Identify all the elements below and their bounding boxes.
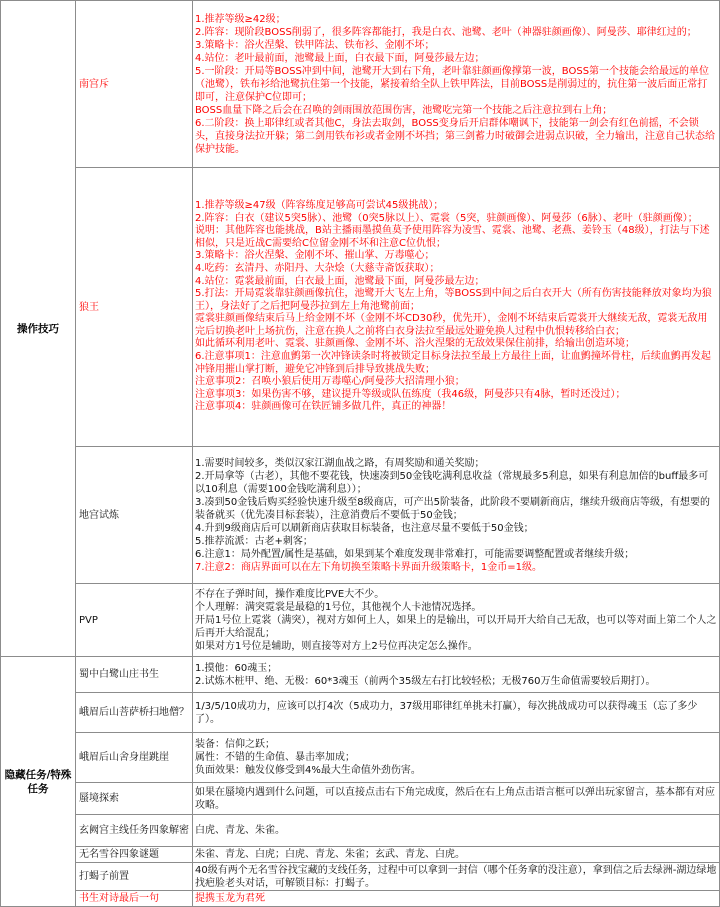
row-hidden-3: [1, 783, 720, 815]
text-line: 6.注意事项1：注意血鹯第一次冲锋读条时将被锁定目标身法拉至最上方最往上面，让血鹯撞坏骨柱，后续血鹯再发起冲锋用摧山掌打断，避免它冲锋到后排导致挑战失败；: [195, 351, 711, 375]
text-line: 7.注意2：商店界面可以在左下角切换至策略卡界面升级策略卡，1金币=1级。: [195, 561, 543, 573]
row-content: [193, 733, 720, 783]
text-line: 白虎、青龙、朱雀。: [195, 825, 285, 836]
text-line: 2.试炼木桩甲、绝、无极：60*3魂玉（前两个35级左右打比较轻松；无极760万生命值需要较后期打）。: [195, 675, 656, 687]
row-content: [193, 693, 720, 733]
text-line: 注意事项2：召唤小狼后使用万毒噬心/阿曼莎大招清理小狼；: [195, 376, 465, 388]
row-hidden-0: [1, 657, 720, 693]
text-line: 个人理解：满突霓裳是最稳的1号位，其他视个人卡池情况选择。: [195, 601, 482, 613]
text-line: 1.需要时间较多，类似汉家江湖血战之路，有周奖励和通关奖励；: [195, 457, 485, 469]
row-hidden-6: [1, 863, 720, 891]
text-line: 4.站位：老叶最前面，池鹭最上面，白衣最下面，阿曼莎最左边；: [195, 52, 485, 64]
row-title: 打蝎子前置: [76, 863, 193, 891]
row-langwang: [1, 168, 720, 447]
text-line: 1.推荐等级≥42级；: [195, 13, 286, 25]
row-title-langwang: 狼王: [76, 168, 193, 447]
row-title: 玄阙宫主线任务四象解密: [76, 815, 193, 847]
row-hidden-5: [1, 847, 720, 863]
row-title: 峨眉后山菩萨桥扫地僧？: [76, 693, 193, 733]
text-line: 如果在蜃境内遇到什么问题，可以直接点击右下角完成度，然后在右上角点击语言框可以弹出玩家留言，基本都有对应攻略。: [195, 786, 715, 811]
text-line: 如此循环利用老叶、霓裳、驻颜画像、金刚不坏、浴火涅槃的无敌效果保住前排，给输出创造环境；: [195, 338, 635, 350]
text-line: 2.开局拿等（古老），其他不要花钱，快速凑到50金钱吃满利息收益（常规最多5利息，如果有利息加倍的buff最多可以10利息（需要100金钱吃满利息））；: [195, 470, 709, 495]
row-content-langwang: [193, 168, 720, 447]
text-line: 5.一阶段：开局等BOSS冲到中间，池鹭开大到右下角，老叶靠驻颜画像撑第一波，BOSS第一个技能会给最远的单位（池鹭），铁布衫给池鹭抗住第一个技能，紧接着给全队上铁甲阵法，目前BOSS是削弱过的，抗住第一波后面正常打即可，注意保护C位即可；: [195, 65, 710, 103]
row-content: [193, 783, 720, 815]
text-line: 3.凑到50金钱后购买经验快速升级至8级商店，可产出5阶装备，此阶段不要刷新商店，继续升级商店等级，有想要的装备就买（优先凑目标套装），注意消费后不要低于50金钱；: [195, 496, 710, 521]
text-line: 装备：信仰之跃；: [195, 739, 275, 750]
row-hidden-7: [1, 891, 720, 907]
row-title: 蜃境探索: [76, 783, 193, 815]
text-line: 2.阵容：现阶段BOSS削弱了，很多阵容都能打，我是白衣、池鹭、老叶（神器驻颜画像）、阿曼莎、耶律红过的；: [195, 26, 697, 38]
row-content-shilian: [193, 447, 720, 584]
text-line: BOSS血量下降之后会在召唤的剑雨围放范围伤害，池鹭吃完第一个技能之后注意拉到右上角；: [195, 104, 613, 116]
text-line: 1.推荐等级≥47级（阵容练度足够高可尝试45级挑战）；: [195, 199, 444, 211]
row-hidden-4: [1, 815, 720, 847]
row-hidden-2: [1, 733, 720, 783]
row-title-shilian: 地宫试炼: [76, 447, 193, 584]
row-title: 蜀中白鹭山庄书生: [76, 657, 193, 693]
text-line: 5.打法：开局霓裳靠驻颜画像抗住，池鹭开大飞左上角，等BOSS到中间之后白衣开大（所有伤害技能释放对象均为狼王），身法好了之后把阿曼莎拉到左上角池鹭前面；: [195, 288, 712, 312]
row-content: [193, 847, 720, 863]
text-line: 3.策略卡：浴火涅槃、铁甲阵法、铁布衫、金刚不坏；: [195, 39, 435, 51]
text-line: 5.推荐流派：古老+刺客；: [195, 535, 313, 547]
row-shilian: [1, 447, 720, 584]
row-content: [193, 815, 720, 847]
text-line: 不存在子弹时间，操作难度比PVE大不少。: [195, 588, 385, 600]
row-hidden-1: [1, 693, 720, 733]
text-line: 注意事项4：驻颜画像可在铁匠铺多做几件，真正的神器！: [195, 401, 452, 413]
text-line: 提携玉龙为君死: [195, 893, 265, 904]
text-line: 6.注意1：局外配置/属性是基础，如果到某个难度发现非常难打，可能需要调整配置或者继续升级；: [195, 548, 635, 560]
text-line: 霓裳驻颜画像结束后马上给金刚不坏（金刚不坏CD30秒，优先开），金刚不坏结束后霓裳开大继续无敌，霓裳无敌用完后切换老叶上场抗伤，注意在换人之前将白衣身法拉至最远处避免换人过程中仇恨转移给白衣；: [195, 313, 708, 337]
row-nangong: [1, 1, 720, 168]
text-line: 40级有两个无名雪谷找宝藏的支线任务，过程中可以拿到一封信（哪个任务拿的没注意），拿到信之后去绿洲-湖边绿地找疤脸老头对话，可解锁目标：打蝎子。: [195, 864, 717, 889]
text-line: 属性：不错的生命值、暴击率加成；: [195, 752, 355, 763]
row-title: 峨眉后山舍身崖跳崖: [76, 733, 193, 783]
text-line: 6.二阶段：换上耶律红或者其他C，身法去取剑，BOSS变身后开启群体嘲讽下，技能第一剑会有红色前摇，不会锁头，直接身法拉开躲；第二剑用铁布衫或者金刚不坏挡；第三剑蓄力时破御会进弱点识破，全力输出，注意自己状态给保护技能。: [195, 117, 715, 155]
text-line: 4.站位：霓裳最前面，白衣最上面，池鹭最下面，阿曼莎最左边；: [195, 275, 485, 287]
row-content: [193, 657, 720, 693]
row-content: [193, 863, 720, 891]
text-line: 4.吃药：玄清丹、赤阳丹、大杂烩（大慈寺斋饭获取）；: [195, 262, 440, 274]
text-line: 负面效果：触发仪修受到4%最大生命值外劲伤害。: [195, 765, 421, 776]
row-content-pvp: [193, 584, 720, 657]
text-line: 开局1号位上霓裳（满突），视对方如何上人，如果上的是输出，可以开局开大给自己无敌，也可以等对面上第二个人之后再开大给混乱；: [195, 614, 717, 639]
text-line: 1/3/5/10成功力，应该可以打4次（5成功力，37级用耶律红单挑未打赢），每次挑战成功可以获得魂玉（忘了多少了）。: [195, 700, 698, 725]
row-title-pvp: PVP: [76, 584, 193, 657]
text-line: 朱雀、青龙、白虎；白虎、青龙、朱雀；玄武、青龙、白虎。: [195, 849, 465, 860]
row-title-nangong: 南宫斥: [76, 1, 193, 168]
text-line: 3.策略卡：浴火涅槃、金刚不坏、摧山掌、万毒噬心；: [195, 250, 435, 262]
row-title: 书生对诗最后一句: [76, 891, 193, 907]
section-skills: 操作技巧: [1, 1, 76, 657]
text-line: 说明：其他阵容也能挑战，B站主播雨墨摸鱼莫予使用阵容为凌雪、霓裳、池鹭、老燕、姜铃玉（48级），打法与下述相似，只是近战C需要给C位留金刚不坏和注意C位仇恨；: [195, 225, 710, 249]
text-line: 如果对方1号位是辅助，则直接等对方上2号位再决定怎么操作。: [195, 640, 478, 652]
row-pvp: [1, 584, 720, 657]
text-line: 注意事项3：如果伤害不够，建议提升等级或队伍练度（我46级，阿曼莎只有4脉，暂时还没过）；: [195, 388, 626, 400]
text-line: 4.升到9级商店后可以刷新商店获取目标装备，也注意尽量不要低于50金钱；: [195, 522, 534, 534]
section-hidden: 隐藏任务/特殊任务: [1, 657, 76, 907]
row-content: [193, 891, 720, 907]
text-line: 2.阵容：白衣（建议5突5脉）、池鹭（0突5脉以上）、霓裳（5突，驻颜画像）、阿曼莎（6脉）、老叶（驻颜画像）；: [195, 212, 698, 224]
row-title: 无名雪谷四象谜题: [76, 847, 193, 863]
row-content-nangong: [193, 1, 720, 168]
text-line: 1.摸他：60魂玉；: [195, 662, 278, 674]
